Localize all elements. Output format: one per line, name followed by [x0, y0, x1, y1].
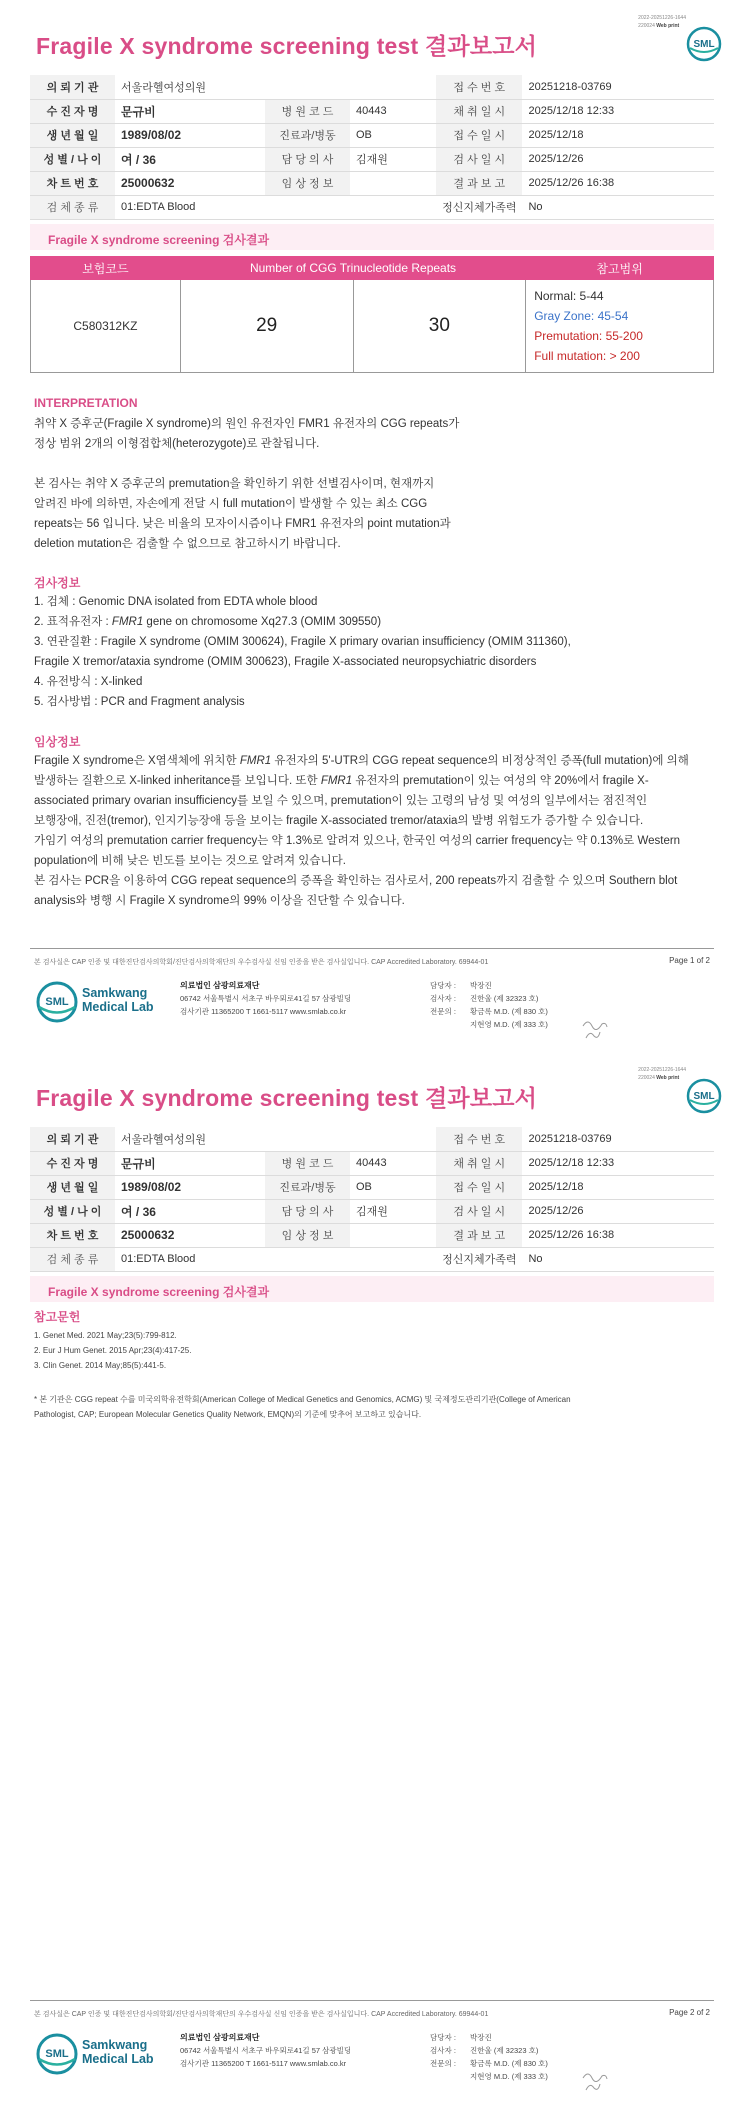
info-row [30, 1223, 714, 1247]
info-value: 김재원 [350, 147, 436, 171]
interpretation-text [34, 414, 459, 554]
staff-value: 진한울 (제 32323 호) [470, 994, 539, 1003]
info-value: OB [350, 123, 436, 147]
test-info-text [34, 592, 571, 712]
logo-name-line1: Samkwang [82, 986, 148, 1000]
info-label: 생 년 월 일 [30, 123, 115, 147]
info-value: 문규비 [115, 1151, 265, 1175]
info-label: 차 트 번 호 [30, 1223, 115, 1247]
info-label: 임 상 정 보 [265, 1223, 350, 1247]
text-line: population에 비해 낮은 빈도를 보이는 것으로 알려져 있습니다. [34, 855, 346, 867]
text-line: Fragile X tremor/ataxia syndrome (OMIM 300623), Fragile X-associated neuropsychiatric disorders [34, 656, 537, 668]
foundation-contact: 검사기관 11365200 T 1661-5117 www.smlab.co.kr [180, 2059, 347, 2068]
info-label: 결 과 보 고 [436, 171, 522, 195]
info-label: 검 체 종 류 [30, 195, 115, 219]
sml-logo-icon [686, 1078, 722, 1114]
info-row [30, 195, 714, 219]
info-label: 접 수 일 시 [436, 123, 522, 147]
logo-name-line1: Samkwang [82, 2038, 148, 2052]
info-label: 성 별 / 나 이 [30, 1199, 115, 1223]
foundation-address: 06742 서울특별시 서초구 바우뫼로41길 57 삼광빌딩 [180, 2046, 352, 2055]
page-number: Page 1 of 2 [669, 956, 710, 965]
info-label: 병 원 코 드 [265, 99, 350, 123]
info-value: 2025/12/26 16:38 [522, 1223, 714, 1247]
print-info-line2: 220024 [638, 1075, 655, 1081]
logo-name-line2: Medical Lab [82, 2052, 154, 2066]
reference-item: 3. Clin Genet. 2014 May;85(5):441-5. [34, 1361, 167, 1370]
info-label: 담 당 의 사 [265, 147, 350, 171]
info-value: 2025/12/26 16:38 [522, 171, 714, 195]
staff-value: 박장진 [470, 2033, 492, 2042]
info-row [30, 1199, 714, 1223]
text-line: 정상 범위 2개의 이형접합체(heterozygote)로 관찰됩니다. [34, 438, 320, 450]
info-value [350, 171, 436, 195]
result-section-title: Fragile X syndrome screening 검사결과 [30, 224, 714, 250]
print-info-line1: 2022-20251226-1644 [638, 1067, 686, 1073]
foundation-address: 06742 서울특별시 서초구 바우뫼로41길 57 삼광빌딩 [180, 994, 352, 1003]
info-row [30, 99, 714, 123]
patient-info-table [30, 75, 714, 220]
info-label: 수 진 자 명 [30, 1151, 115, 1175]
info-value: OB [350, 1175, 436, 1199]
svg-text:SML: SML [45, 996, 69, 1008]
info-row [30, 147, 714, 171]
info-value: 문규비 [115, 99, 265, 123]
info-row [30, 1127, 714, 1151]
footer-divider [30, 948, 714, 949]
svg-text:SML: SML [693, 1091, 715, 1102]
col-header-reference: 참고범위 [526, 257, 714, 280]
references-title: 참고문헌 [34, 1310, 81, 1324]
info-label: 수 진 자 명 [30, 99, 115, 123]
info-label: 진료과/병동 [265, 1175, 350, 1199]
info-value: 01:EDTA Blood [115, 1247, 436, 1271]
ref-normal: Normal: 5-44 [534, 289, 604, 303]
text-line: * 본 기관은 CGG repeat 수를 미국의학유전학회(American College of Medical Genetics and Genomics, ACMG) 및 국제정도관리기관(College of American [34, 1395, 571, 1404]
col-header-repeats: Number of CGG Trinucleotide Repeats [180, 257, 525, 280]
text-line: 1. 검체 : Genomic DNA isolated from EDTA whole blood [34, 596, 318, 608]
reporting-standard-note [34, 1392, 714, 1422]
print-info-line1: 2022-20251226-1644 [638, 15, 686, 21]
staff-value: 지현영 M.D. (제 333 호) [470, 1020, 548, 1029]
info-label: 성 별 / 나 이 [30, 147, 115, 171]
info-value: 김재원 [350, 1199, 436, 1223]
info-label: 채 취 일 시 [436, 1151, 522, 1175]
logo-name-line2: Medical Lab [82, 1000, 154, 1014]
text-line: 3. 연관질환 : Fragile X syndrome (OMIM 300624), Fragile X primary ovarian insufficiency (OMIM 311360), [34, 636, 571, 648]
info-label: 검 사 일 시 [436, 147, 522, 171]
info-value: 서울라헬여성의원 [115, 1127, 436, 1151]
svg-text:SML: SML [45, 2048, 69, 2060]
text-line: deletion mutation은 검출할 수 없으므로 참고하시기 바랍니다. [34, 538, 341, 550]
insurance-code: C580312KZ [31, 280, 181, 373]
result-section-title: Fragile X syndrome screening 검사결과 [30, 1276, 714, 1302]
info-row [30, 1151, 714, 1175]
info-label: 담 당 의 사 [265, 1199, 350, 1223]
info-value: 2025/12/18 12:33 [522, 1151, 714, 1175]
accreditation-note: 본 검사실은 CAP 인증 및 대한진단검사의학회/진단검사의학재단의 우수검사실 신임 인증을 받은 검사실입니다. CAP Accredited Laboratory. 69944-01 [34, 2011, 489, 2018]
interpretation-title: INTERPRETATION [34, 396, 138, 410]
text-line: 보행장애, 진전(tremor), 인지기능장애 등을 보이는 fragile X-associated tremor/ataxia의 발병 위험도가 증가할 수 있습니다. [34, 815, 644, 827]
foundation-name: 의료법인 삼광의료재단 [180, 981, 260, 990]
info-label: 정신지체가족력 [436, 195, 522, 219]
info-row [30, 171, 714, 195]
info-label: 검 체 종 류 [30, 1247, 115, 1271]
clinical-info-text [34, 751, 689, 911]
report-title: Fragile X syndrome screening test 결과보고서 [36, 33, 538, 59]
text-line: analysis와 병행 시 Fragile X syndrome의 99% 이상을 진단할 수 있습니다. [34, 895, 405, 907]
foundation-name: 의료법인 삼광의료재단 [180, 2033, 260, 2042]
info-label: 채 취 일 시 [436, 99, 522, 123]
text-line: 4. 유전방식 : X-linked [34, 676, 143, 688]
text-line: 가임기 여성의 premutation carrier frequency는 약 1.3%로 알려져 있으나, 한국인 여성의 carrier frequency는 약 0.13%로 Western [34, 835, 681, 847]
svg-text:SML: SML [693, 39, 715, 50]
text-line: 본 검사는 PCR을 이용하여 CGG repeat sequence의 증폭을 확인하는 검사로서, 200 repeats까지 검출할 수 있으며 Southern blot [34, 875, 678, 887]
info-value: 20251218-03769 [522, 75, 714, 99]
info-label: 결 과 보 고 [436, 1223, 522, 1247]
accreditation-note: 본 검사실은 CAP 인증 및 대한진단검사의학회/진단검사의학재단의 우수검사실 신임 인증을 받은 검사실입니다. CAP Accredited Laboratory. 69944-01 [34, 959, 489, 966]
info-label: 정신지체가족력 [436, 1247, 522, 1271]
text-line: associated primary ovarian insufficiency를 보일 수 있으며, premutation이 있는 고령의 남성 및 여성의 일부에서는 점진적인 [34, 795, 648, 807]
ref-full-mutation: Full mutation: > 200 [534, 349, 640, 363]
staff-key: 전문의 : [430, 2059, 456, 2068]
info-value: 40443 [350, 1151, 436, 1175]
patient-info-table [30, 1127, 714, 1272]
web-print-label: Web print [656, 23, 680, 29]
info-label: 의 뢰 기 관 [30, 75, 115, 99]
info-value: 25000632 [115, 1223, 265, 1247]
info-value: 2025/12/26 [522, 147, 714, 171]
col-header-code: 보험코드 [31, 257, 181, 280]
info-label: 병 원 코 드 [265, 1151, 350, 1175]
foundation-info [180, 979, 351, 1018]
references-list [34, 1328, 191, 1373]
test-info-title: 검사정보 [34, 576, 81, 590]
text-line: Pathologist, CAP; European Molecular Genetics Quality Network, EMQN)의 기준에 맞추어 보고하고 있습니다. [34, 1410, 422, 1419]
text-line: 2. 표적유전자 : FMR1 gene on chromosome Xq27.3 (OMIM 309550) [34, 616, 382, 628]
print-info [638, 1066, 686, 1082]
samkwang-logo-icon [36, 2032, 78, 2076]
info-value: 2025/12/18 12:33 [522, 99, 714, 123]
staff-key: 담당자 : [430, 981, 456, 990]
info-value: 20251218-03769 [522, 1127, 714, 1151]
text-line: 알려진 바에 의하면, 자손에게 전달 시 full mutation이 발생할 수 있는 최소 CGG [34, 498, 428, 510]
info-label: 접 수 일 시 [436, 1175, 522, 1199]
text-line: 5. 검사방법 : PCR and Fragment analysis [34, 696, 245, 708]
info-value: 여 / 36 [115, 147, 265, 171]
info-label: 진료과/병동 [265, 123, 350, 147]
staff-value: 황금록 M.D. (제 830 호) [470, 1007, 548, 1016]
page-number: Page 2 of 2 [669, 2008, 710, 2017]
ref-premutation: Premutation: 55-200 [534, 329, 643, 343]
footer-divider [30, 2000, 714, 2001]
text-line: repeats는 56 입니다. 낮은 비율의 모자이시즘이나 FMR1 유전자의 point mutation과 [34, 518, 451, 530]
web-print-label: Web print [656, 1075, 680, 1081]
info-value: 40443 [350, 99, 436, 123]
info-row [30, 123, 714, 147]
print-info-line2: 220024 [638, 23, 655, 29]
print-info [638, 14, 686, 30]
staff-key: 담당자 : [430, 2033, 456, 2042]
info-value: 25000632 [115, 171, 265, 195]
text-line: 발생하는 질환으로 X-linked inheritance를 보입니다. 또한 FMR1 유전자의 premutation이 있는 여성의 약 20%에서 fragile X- [34, 775, 649, 787]
info-value: 서울라헬여성의원 [115, 75, 436, 99]
info-value: 1989/08/02 [115, 123, 265, 147]
info-row [30, 1247, 714, 1271]
staff-value: 박장진 [470, 981, 492, 990]
info-value: 2025/12/26 [522, 1199, 714, 1223]
text-line: Fragile X syndrome은 X염색체에 위치한 FMR1 유전자의 5'-UTR의 CGG repeat sequence의 비정상적인 증폭(full mutation)에 의해 [34, 755, 689, 767]
staff-info [430, 2031, 548, 2083]
samkwang-logo-icon [36, 980, 78, 1024]
report-page-2 [0, 1052, 744, 2104]
info-label: 생 년 월 일 [30, 1175, 115, 1199]
sml-logo-icon [686, 26, 722, 62]
info-value: 1989/08/02 [115, 1175, 265, 1199]
ref-gray-zone: Gray Zone: 45-54 [534, 309, 629, 323]
staff-key: 검사자 : [430, 2046, 456, 2055]
info-value: 01:EDTA Blood [115, 195, 436, 219]
reference-range [526, 280, 714, 373]
info-label: 임 상 정 보 [265, 171, 350, 195]
info-value [350, 1223, 436, 1247]
info-label: 접 수 번 호 [436, 1127, 522, 1151]
info-row [30, 1175, 714, 1199]
staff-value: 진한울 (제 32323 호) [470, 2046, 539, 2055]
info-value: No [522, 1247, 714, 1271]
allele1-repeats: 29 [180, 280, 353, 373]
info-value: 여 / 36 [115, 1199, 265, 1223]
info-label: 의 뢰 기 관 [30, 1127, 115, 1151]
info-label: 검 사 일 시 [436, 1199, 522, 1223]
staff-value: 지현영 M.D. (제 333 호) [470, 2072, 548, 2081]
staff-key: 전문의 : [430, 1007, 456, 1016]
report-title: Fragile X syndrome screening test 결과보고서 [36, 1085, 538, 1111]
text-line: 취약 X 증후군(Fragile X syndrome)의 원인 유전자인 FMR1 유전자의 CGG repeats가 [34, 418, 460, 430]
signature-icon [580, 2064, 610, 2094]
info-label: 접 수 번 호 [436, 75, 522, 99]
staff-value: 황금록 M.D. (제 830 호) [470, 2059, 548, 2068]
reference-item: 2. Eur J Hum Genet. 2015 Apr;23(4):417-25. [34, 1346, 192, 1355]
info-row [30, 75, 714, 99]
foundation-info [180, 2031, 351, 2070]
reference-item: 1. Genet Med. 2021 May;23(5):799-812. [34, 1331, 177, 1340]
signature-icon [580, 1012, 610, 1042]
staff-key: 검사자 : [430, 994, 456, 1003]
info-value: 2025/12/18 [522, 1175, 714, 1199]
info-value: No [522, 195, 714, 219]
text-line: 본 검사는 취약 X 증후군의 premutation을 확인하기 위한 선별검사이며, 현재까지 [34, 478, 435, 490]
info-value: 2025/12/18 [522, 123, 714, 147]
staff-info [430, 979, 548, 1031]
result-table [30, 256, 714, 373]
samkwang-logo [36, 2032, 166, 2076]
info-label: 차 트 번 호 [30, 171, 115, 195]
allele2-repeats: 30 [353, 280, 526, 373]
clinical-info-title: 임상정보 [34, 735, 81, 749]
foundation-contact: 검사기관 11365200 T 1661-5117 www.smlab.co.kr [180, 1007, 347, 1016]
samkwang-logo [36, 980, 166, 1024]
